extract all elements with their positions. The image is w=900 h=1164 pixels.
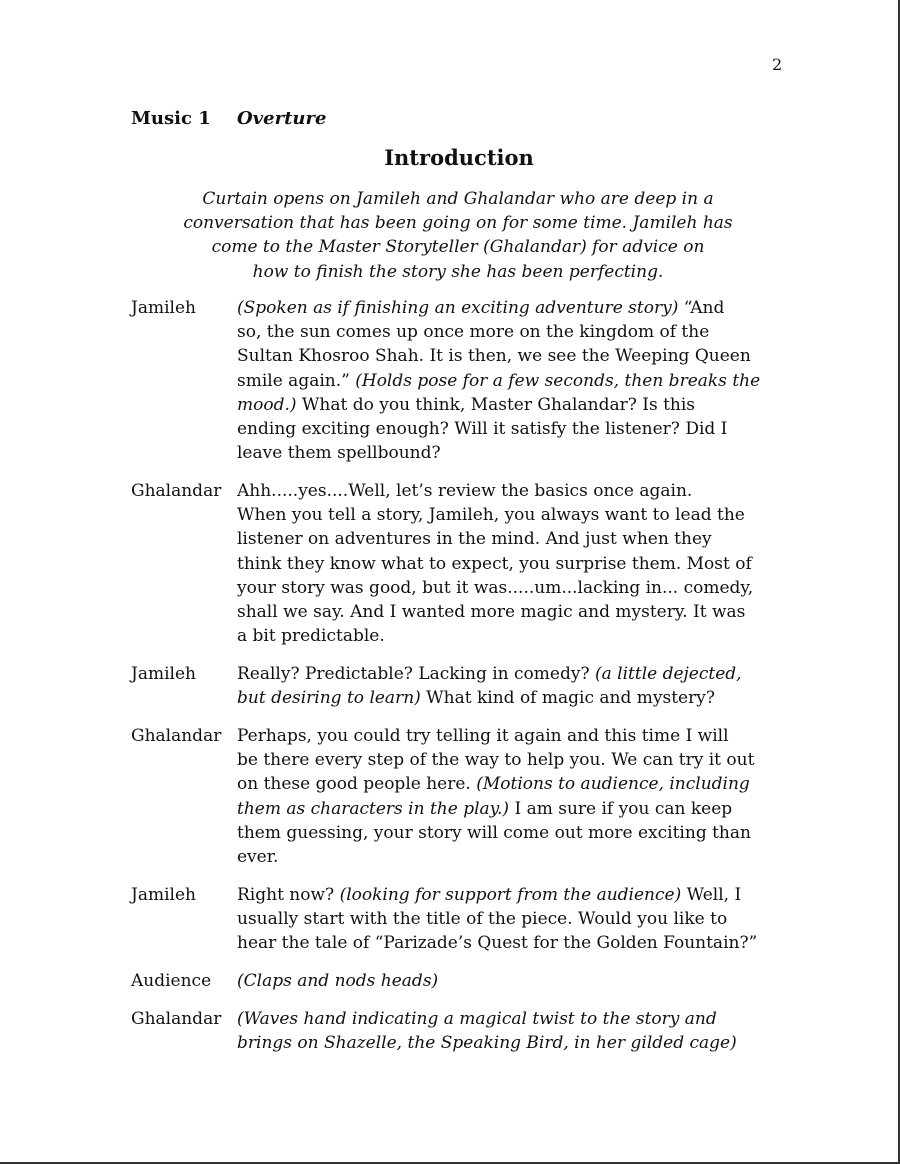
spoken-text: Sultan Khosroo Shah. It is then, we see the Weeping Queen: [237, 346, 751, 367]
dialogue-line: [237, 907, 777, 931]
spoken-text: think they know what to expect, you surprise them. Most of: [237, 553, 752, 574]
speaker-name: Audience: [131, 971, 212, 992]
dialogue-line: [237, 969, 777, 993]
dialogue-line: [237, 344, 777, 368]
dialogue-text: [237, 969, 777, 993]
dialogue-entry: [131, 1007, 831, 1055]
dialogue-line: [237, 600, 777, 624]
spoken-text: What kind of magic and mystery?: [420, 688, 715, 709]
dialogue-line: [237, 748, 777, 772]
spoken-text: be there every step of the way to help you. We can try it out: [237, 750, 755, 771]
dialogue-line: [237, 503, 777, 527]
dialogue-entry: [131, 296, 831, 465]
dialogue-entry: [131, 479, 831, 648]
dialogue-text: [237, 479, 777, 648]
spoken-text: Right now?: [237, 884, 340, 905]
stage-direction-line: Curtain opens on Jamileh and Ghalandar who are deep in a: [202, 189, 714, 209]
stage-direction: (Holds pose for a few seconds, then breaks the: [355, 370, 761, 391]
dialogue-line: [237, 883, 777, 907]
dialogue-entry: [131, 662, 831, 710]
dialogue-line: [237, 821, 777, 845]
spoken-text: I am sure if you can keep: [509, 798, 733, 819]
spoken-text: Perhaps, you could try telling it again and this time I will: [237, 726, 729, 747]
spoken-text: on these good people here.: [237, 774, 477, 795]
spoken-text: leave them spellbound?: [237, 443, 441, 464]
spoken-text: shall we say. And I wanted more magic and mystery. It was: [237, 602, 746, 623]
dialogue-entry: [131, 883, 831, 956]
dialogue-line: [237, 662, 777, 686]
dialogue-line: [237, 369, 777, 393]
stage-direction-line: come to the Master Storyteller (Ghalandar) for advice on: [211, 237, 705, 258]
dialogue-line: [237, 441, 777, 465]
dialogue-line: [237, 845, 777, 869]
dialogue-text: [237, 296, 777, 465]
dialogue-line: [237, 417, 777, 441]
dialogue-line: [237, 931, 777, 955]
dialogue-line: [237, 527, 777, 551]
spoken-text: ever.: [237, 847, 279, 868]
dialogue-line: [237, 1031, 777, 1055]
dialogue-text: [237, 662, 777, 710]
spoken-text: Really? Predictable? Lacking in comedy?: [237, 664, 595, 685]
dialogue-line: [237, 772, 777, 796]
dialogue-entry: [131, 969, 831, 993]
stage-direction: (Spoken as if finishing an exciting adventure story): [237, 298, 679, 318]
spoken-text: your story was good, but it was.....um...lacking in... comedy,: [237, 577, 754, 598]
script-dialogue: [131, 296, 831, 1069]
music-cue-label: Music 1: [131, 108, 211, 129]
spoken-text: What do you think, Master Ghalandar? Is this: [296, 394, 696, 415]
stage-direction: but desiring to learn): [237, 688, 421, 709]
stage-direction: (Motions to audience, including: [476, 774, 750, 795]
stage-direction-line: how to finish the story she has been perfecting.: [252, 261, 664, 282]
spoken-text: When you tell a story, Jamileh, you always want to lead the: [237, 505, 745, 526]
spoken-text: usually start with the title of the piece. Would you like to: [237, 909, 728, 930]
dialogue-line: [237, 576, 777, 600]
stage-direction: brings on Shazelle, the Speaking Bird, in her gilded cage): [237, 1033, 737, 1054]
dialogue-line: [237, 724, 777, 748]
dialogue-entry: [131, 724, 831, 869]
section-title: Introduction: [384, 145, 534, 170]
spoken-text: smile again.”: [237, 370, 356, 391]
dialogue-line: [237, 686, 777, 710]
speaker-name: Jamileh: [131, 884, 196, 905]
dialogue-text: [237, 724, 777, 869]
stage-direction-line: conversation that has been going on for some time. Jamileh has: [183, 213, 733, 234]
spoken-text: hear the tale of “Parizade’s Quest for the Golden Fountain?”: [237, 933, 758, 954]
spoken-text: listener on adventures in the mind. And just when they: [237, 529, 712, 550]
dialogue-line: [237, 797, 777, 821]
dialogue-line: [237, 552, 777, 576]
dialogue-text: [237, 883, 777, 956]
music-cue: [131, 108, 326, 129]
opening-stage-direction: [150, 187, 766, 284]
stage-direction: (looking for support from the audience): [339, 884, 682, 905]
spoken-text: them guessing, your story will come out more exciting than: [237, 822, 751, 843]
speaker-name: Ghalandar: [131, 481, 222, 502]
stage-direction: them as characters in the play.): [237, 798, 510, 819]
speaker-name: Ghalandar: [131, 726, 222, 747]
spoken-text: so, the sun comes up once more on the kingdom of the: [237, 322, 710, 343]
dialogue-line: [237, 1007, 777, 1031]
stage-direction: (Claps and nods heads): [237, 971, 439, 992]
speaker-name: Jamileh: [131, 664, 196, 685]
page-number: 2: [772, 55, 783, 74]
stage-direction: (Waves hand indicating a magical twist to the story and: [237, 1008, 717, 1029]
spoken-text: ending exciting enough? Will it satisfy the listener? Did I: [237, 419, 728, 440]
stage-direction: mood.): [237, 394, 297, 415]
spoken-text: a bit predictable.: [237, 626, 385, 647]
dialogue-line: [237, 393, 777, 417]
speaker-name: Ghalandar: [131, 1008, 222, 1029]
dialogue-line: [237, 320, 777, 344]
dialogue-line: [237, 624, 777, 648]
speaker-name: Jamileh: [131, 298, 196, 318]
dialogue-line: [237, 296, 777, 320]
music-cue-title: Overture: [237, 108, 327, 129]
dialogue-text: [237, 1007, 777, 1055]
stage-direction: (a little dejected,: [594, 664, 742, 685]
spoken-text: “And: [678, 298, 725, 318]
spoken-text: Well, I: [681, 884, 742, 905]
dialogue-line: [237, 479, 777, 503]
spoken-text: Ahh.....yes....Well, let’s review the basics once again.: [237, 481, 693, 502]
